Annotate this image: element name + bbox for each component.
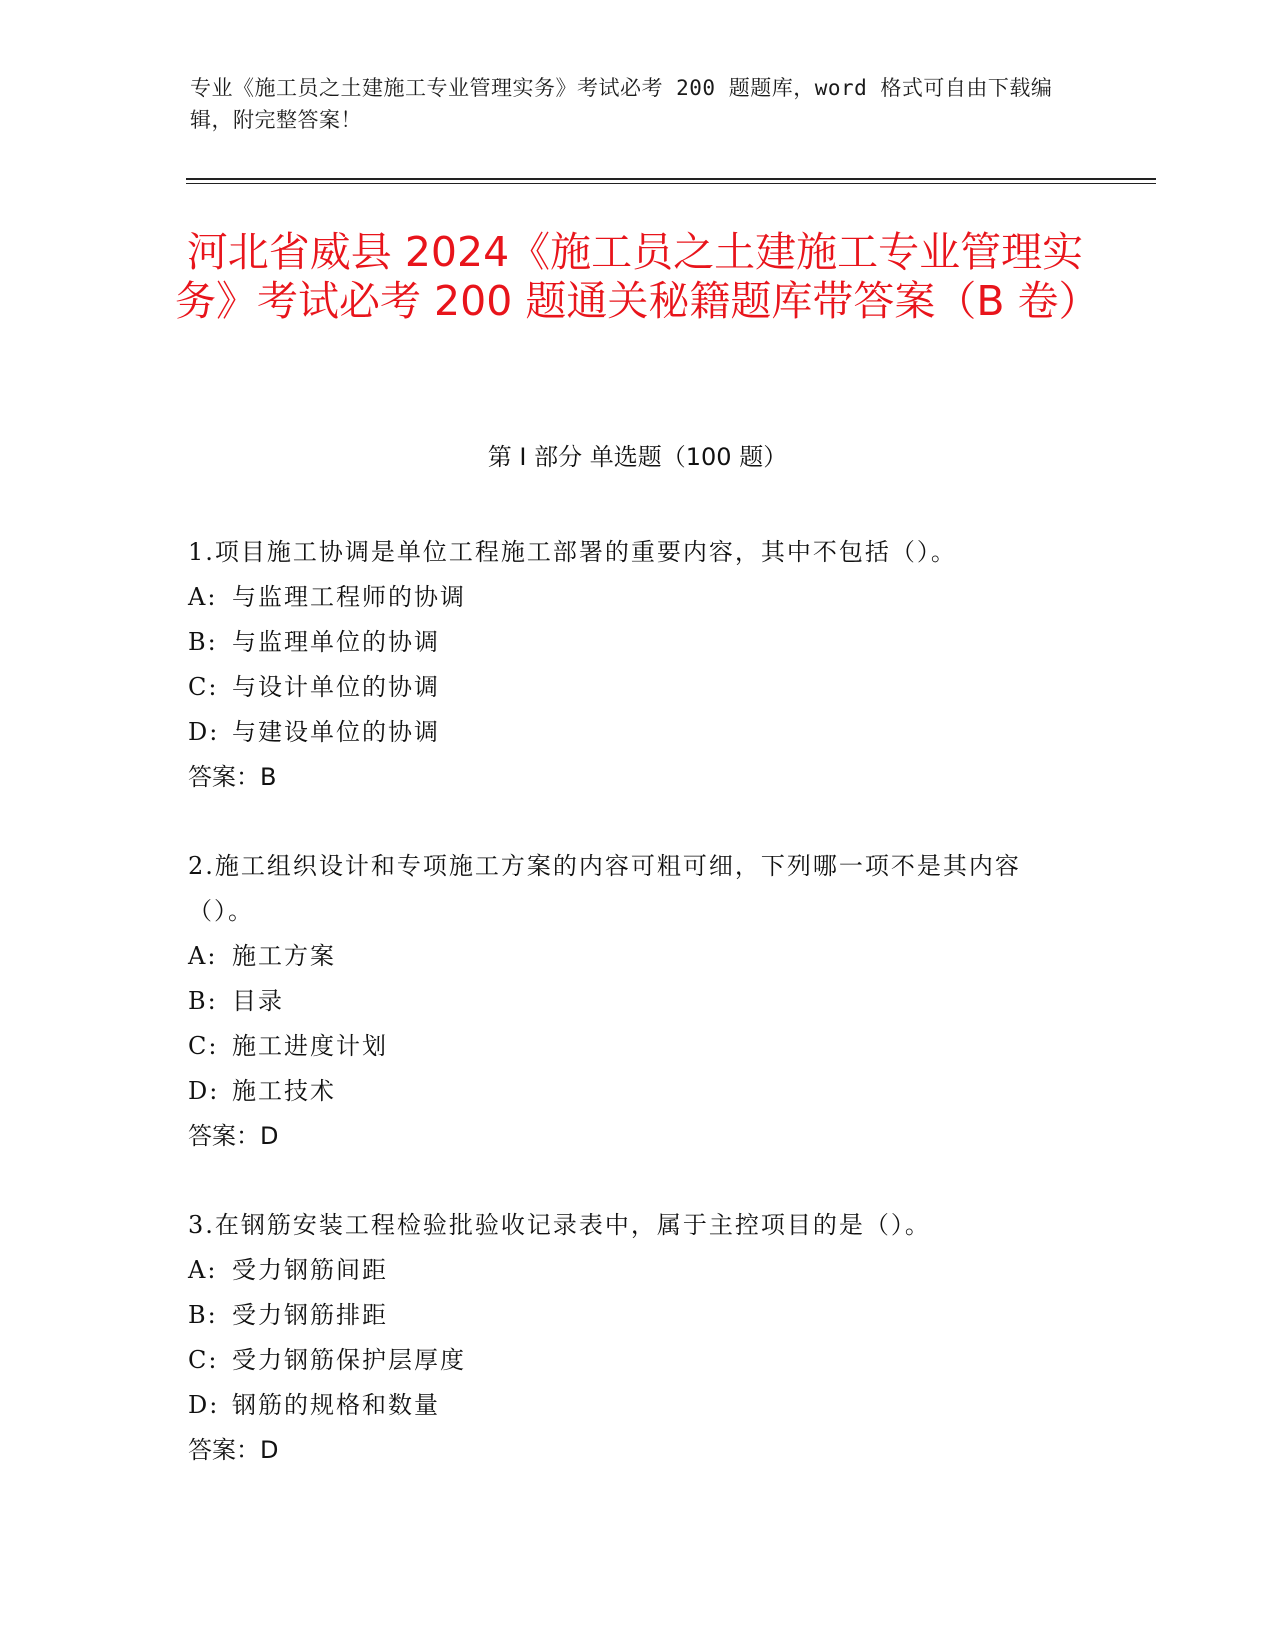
option-d [188,1383,1068,1428]
option-text: 施工进度计划 [232,1032,388,1060]
question-stem: 3.在钢筋安装工程检验批验收记录表中，属于主控项目的是（）。 [188,1211,931,1239]
option-text: 与建设单位的协调 [232,718,440,746]
option-letter: D: [188,1391,220,1419]
option-d [188,710,1068,755]
option-text: 受力钢筋间距 [232,1256,388,1284]
section-heading: 第 I 部分 单选题（100 题） [487,443,788,471]
option-letter: B: [188,987,218,1015]
option-c [188,665,1068,710]
option-text: 钢筋的规格和数量 [232,1391,440,1419]
answer-line: 答案：D [188,1122,279,1150]
option-letter: A: [188,942,218,970]
option-letter: C: [188,1032,219,1060]
answer-line: 答案：D [188,1436,279,1464]
question-item [188,530,1068,800]
option-a [188,1248,1068,1293]
option-d [188,1069,1068,1114]
option-b [188,1293,1068,1338]
question-item [188,1203,1068,1473]
option-text: 与监理工程师的协调 [232,583,466,611]
question-stem: 2.施工组织设计和专项施工方案的内容可粗可细，下列哪一项不是其内容（）。 [188,852,1021,925]
option-text: 受力钢筋保护层厚度 [232,1346,466,1374]
question-item [188,844,1068,1159]
question-stem: 1.项目施工协调是单位工程施工部署的重要内容，其中不包括（）。 [188,538,957,566]
document-title: 河北省威县 2024《施工员之土建施工专业管理实务》考试必考 200 题通关秘籍题库带答案（B 卷） [175,228,1100,325]
option-letter: D: [188,718,220,746]
option-letter: D: [188,1077,220,1105]
option-a [188,934,1068,979]
option-text: 施工方案 [232,942,336,970]
option-text: 与监理单位的协调 [232,628,440,656]
option-text: 目录 [232,987,284,1015]
option-b [188,979,1068,1024]
option-text: 施工技术 [232,1077,336,1105]
option-c [188,1338,1068,1383]
option-b [188,620,1068,665]
option-letter: A: [188,583,218,611]
option-text: 受力钢筋排距 [232,1301,388,1329]
option-letter: C: [188,1346,219,1374]
answer-line: 答案：B [188,763,277,791]
header-divider-thin [186,183,1156,184]
option-a [188,575,1068,620]
header-divider-thick [186,178,1156,180]
option-c [188,1024,1068,1069]
option-letter: B: [188,628,218,656]
option-text: 与设计单位的协调 [232,673,440,701]
option-letter: C: [188,673,219,701]
header-note: 专业《施工员之土建施工专业管理实务》考试必考 200 题题库，word 格式可自由下载编辑，附完整答案！ [190,76,1053,132]
option-letter: A: [188,1256,218,1284]
option-letter: B: [188,1301,218,1329]
question-list [188,530,1068,1517]
